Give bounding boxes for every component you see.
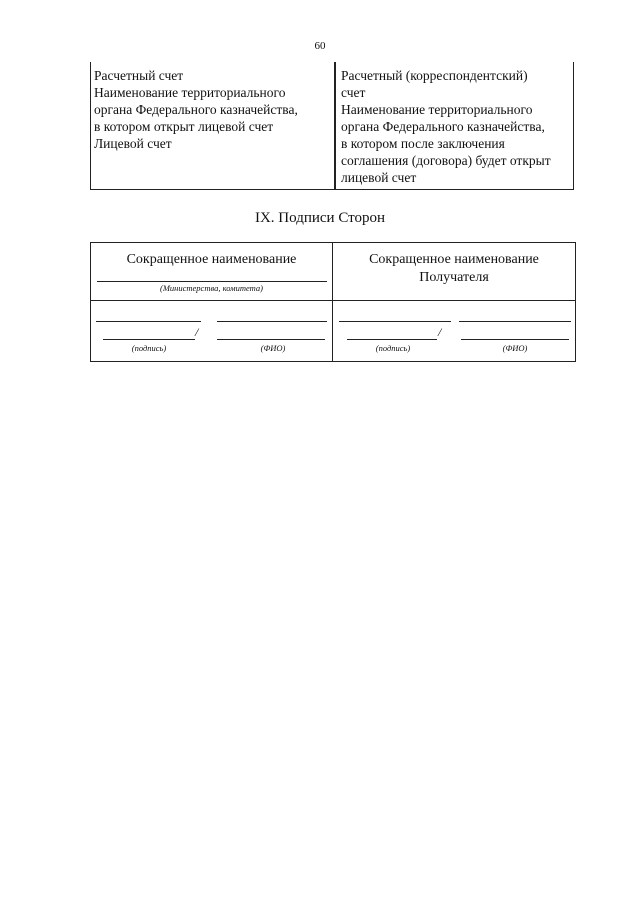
right-signature-line (347, 339, 437, 340)
left-name-caption: (ФИО) (260, 343, 286, 353)
right-heading-line-2: Получателя (419, 270, 489, 285)
right-slash: / (438, 325, 442, 339)
right-name-line (461, 339, 569, 340)
left-line-4: в котором открыт лицевой счет (94, 119, 274, 134)
signatures-table (90, 242, 576, 362)
bank-details-table (90, 62, 574, 190)
left-signature-caption: (подпись) (131, 343, 167, 353)
left-signature-line (103, 339, 195, 340)
right-line-7: лицевой счет (341, 170, 417, 185)
right-heading-line-1: Сокращенное наименование (369, 252, 539, 267)
ministry-caption: (Министерства, комитета) (160, 283, 263, 293)
left-line-5: Лицевой счет (94, 136, 172, 151)
right-details-cell (341, 67, 573, 186)
right-line-2: счет (341, 85, 366, 100)
right-line-5: в котором после заключения (341, 136, 505, 151)
right-line-1: Расчетный (корреспондентский) (341, 68, 528, 83)
left-heading: Сокращенное наименование (126, 252, 297, 267)
right-name-caption: (ФИО) (502, 343, 528, 353)
left-slash: / (195, 325, 199, 339)
right-extra-line-2 (459, 321, 571, 322)
organization-name-line (97, 281, 327, 282)
left-details-cell (94, 67, 330, 152)
right-line-6: соглашения (договора) будет открыт (341, 153, 551, 168)
right-line-4: органа Федерального казначейства, (341, 119, 545, 134)
left-line-1: Расчетный счет (94, 68, 184, 83)
row-divider (91, 300, 575, 301)
left-line-3: органа Федерального казначейства, (94, 102, 298, 117)
section-title: IX. Подписи Сторон (254, 210, 386, 226)
right-extra-line-1 (339, 321, 451, 322)
left-extra-line-1 (96, 321, 201, 322)
left-extra-line-2 (217, 321, 327, 322)
page-number: 60 (314, 40, 326, 52)
left-name-line (217, 339, 325, 340)
left-line-2: Наименование территориального (94, 85, 286, 100)
right-signature-caption: (подпись) (375, 343, 411, 353)
right-line-3: Наименование территориального (341, 102, 533, 117)
table-divider (334, 62, 336, 189)
